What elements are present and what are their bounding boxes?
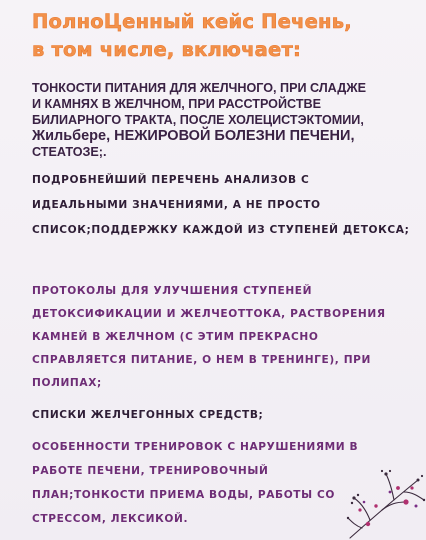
text-line: РАБОТЕ ПЕЧЕНИ, ТРЕНИРОВОЧНЫЙ bbox=[32, 465, 269, 477]
text-line: СПИСОК;ПОДДЕРЖКУ КАЖДОЙ ИЗ СТУПЕНЕЙ ДЕТОКСА; bbox=[32, 224, 410, 236]
text-line: ОСОБЕННОСТИ ТРЕНИРОВОК С НАРУШЕНИЯМИ В bbox=[32, 441, 359, 453]
text-line: ПОЛИПАХ; bbox=[32, 377, 102, 389]
text-line: ИДЕАЛЬНЫМИ ЗНАЧЕНИЯМИ, А НЕ ПРОСТО bbox=[32, 199, 321, 211]
text-line: Жильбере, НЕЖИРОВОЙ БОЛЕЗНИ ПЕЧЕНИ, bbox=[32, 128, 355, 144]
text-line: КАМНЕЙ В ЖЕЛЧНОМ (С ЭТИМ ПРЕКРАСНО bbox=[32, 331, 319, 343]
text-line: ПРОТОКОЛЫ ДЛЯ УЛУЧШЕНИЯ СТУПЕНЕЙ bbox=[32, 285, 313, 297]
page-title bbox=[32, 8, 402, 64]
text-line: ПЛАН;ТОНКОСТИ ПРИЕМА ВОДЫ, РАБОТЫ СО bbox=[32, 489, 335, 501]
analyses-block bbox=[32, 168, 410, 243]
choleretic-block bbox=[32, 403, 407, 428]
text-line: СПИСКИ ЖЕЛЧЕГОННЫХ СРЕДСТВ; bbox=[32, 409, 264, 421]
text-line: СПРАВЛЯЕТСЯ ПИТАНИЕ, О НЕМ В ТРЕНИНГЕ), ПРИ bbox=[32, 354, 372, 366]
title-line-2: в том числе, включает: bbox=[32, 38, 301, 61]
text-line: СТРЕССОМ, ЛЕКСИКОЙ. bbox=[32, 513, 189, 525]
nutrition-block bbox=[32, 80, 407, 160]
text-line: ДЕТОКСИФИКАЦИИ И ЖЕЛЧЕОТТОКА, РАСТВОРЕНИЯ bbox=[32, 308, 386, 320]
title-line-1: ПолноЦенный кейс Печень, bbox=[32, 10, 352, 33]
text-line: ТОНКОСТИ ПИТАНИЯ ДЛЯ ЖЕЛЧНОГО, ПРИ СЛАДЖЕ bbox=[32, 81, 366, 95]
text-line: БИЛИАРНОГО ТРАКТА, ПОСЛЕ ХОЛЕЦИСТЭКТОМИИ, bbox=[32, 113, 364, 127]
text-line: СТЕАТОЗЕ;. bbox=[32, 145, 107, 159]
text-line: И КАМНЯХ В ЖЕЛЧНОМ, ПРИ РАССТРОЙСТВЕ bbox=[32, 97, 322, 111]
floral-branch-icon bbox=[346, 462, 426, 540]
text-line: ПОДРОБНЕЙШИЙ ПЕРЕЧЕНЬ АНАЛИЗОВ С bbox=[32, 174, 310, 186]
protocols-block bbox=[32, 280, 407, 395]
